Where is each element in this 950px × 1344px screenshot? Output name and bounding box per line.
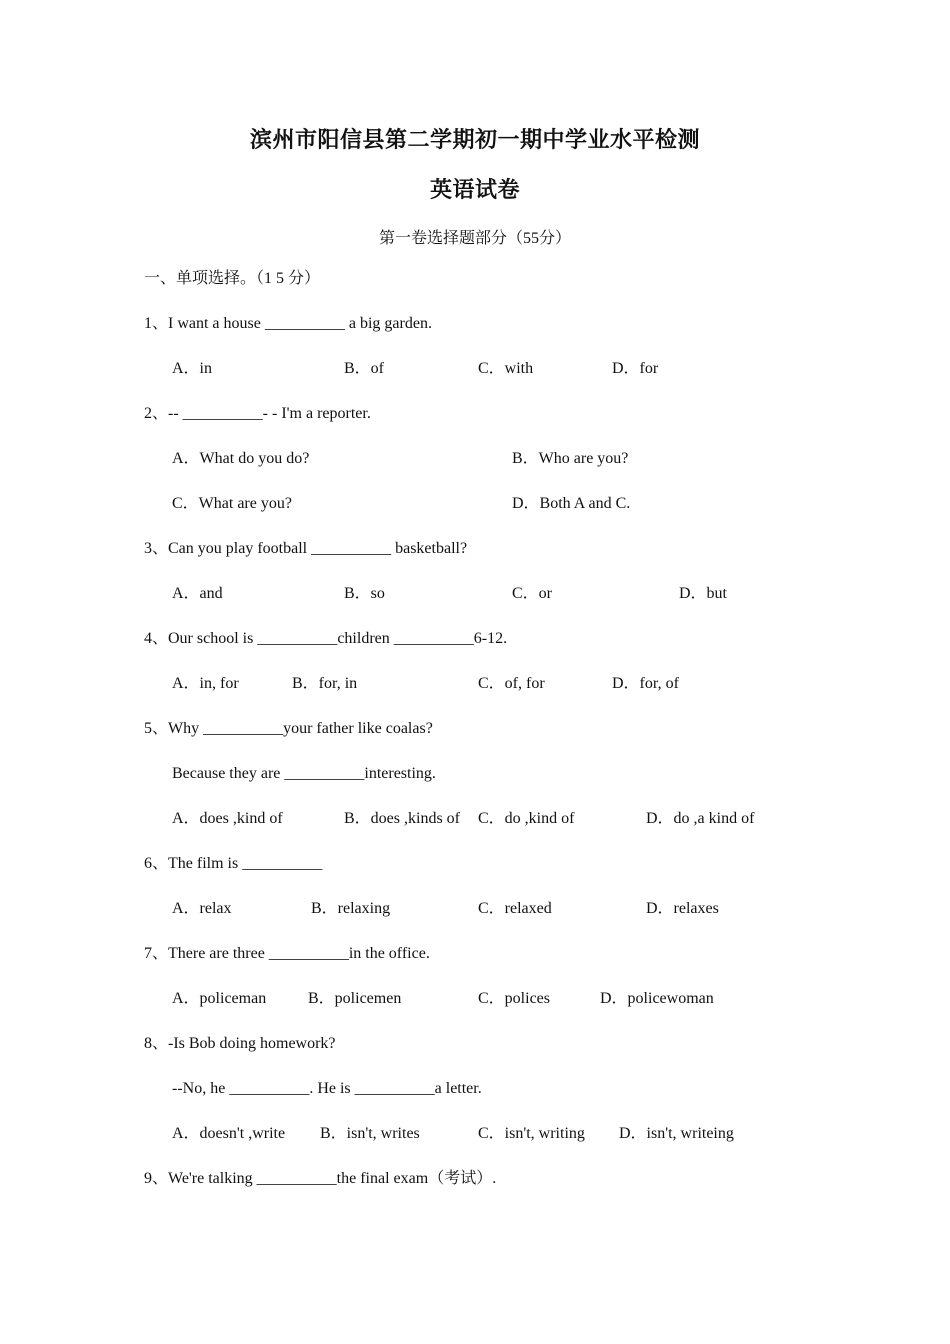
q7-option-a: A．policeman — [172, 990, 267, 1007]
question-2-stem: 2、-- __________- - I'm a reporter. — [144, 405, 371, 422]
exam-title: 滨州市阳信县第二学期初一期中学业水平检测 — [249, 127, 700, 152]
q7-option-b: B．policemen — [308, 990, 402, 1007]
q8-option-c: C．isn't, writing — [478, 1125, 585, 1142]
q7-option-d: D．policewoman — [600, 990, 714, 1007]
q2-option-a: A．What do you do? — [172, 450, 310, 467]
q3-option-a: A．and — [172, 585, 223, 602]
q1-option-a: A．in — [172, 360, 213, 377]
q3-option-d: D．but — [679, 585, 728, 602]
q4-option-d: D．for, of — [612, 675, 679, 692]
exam-subtitle: 英语试卷 — [429, 177, 520, 202]
question-4-stem: 4、Our school is __________children __________6-12. — [144, 630, 508, 647]
q1-option-b: B．of — [344, 360, 385, 377]
q2-option-b: B．Who are you? — [512, 450, 629, 467]
question-9-stem: 9、We're talking __________the final exam（考试）. — [144, 1170, 497, 1187]
q3-option-b: B．so — [344, 585, 385, 602]
q5-option-d: D．do ,a kind of — [646, 810, 755, 827]
question-8-stem: 8、-Is Bob doing homework? — [144, 1035, 336, 1052]
part-heading: 第一卷选择题部分（55分） — [378, 230, 571, 247]
q5-option-a: A．does ,kind of — [172, 810, 283, 827]
question-6-stem: 6、The film is __________ — [144, 855, 323, 872]
q6-option-d: D．relaxes — [646, 900, 719, 917]
q6-option-b: B．relaxing — [311, 900, 391, 917]
q7-option-c: C．polices — [478, 990, 550, 1007]
q6-option-c: C．relaxed — [478, 900, 552, 917]
q2-option-c: C．What are you? — [172, 495, 292, 512]
question-1-stem: 1、I want a house __________ a big garden. — [144, 315, 432, 332]
q1-option-d: D．for — [612, 360, 659, 377]
q5-option-c: C．do ,kind of — [478, 810, 575, 827]
q5-option-b: B．does ,kinds of — [344, 810, 461, 827]
q8-option-b: B．isn't, writes — [320, 1125, 420, 1142]
q8-option-a: A．doesn't ,write — [172, 1125, 286, 1142]
question-3-stem: 3、Can you play football __________ basketball? — [144, 540, 468, 557]
question-5-sub: Because they are __________interesting. — [172, 765, 436, 782]
question-7-stem: 7、There are three __________in the office. — [144, 945, 430, 962]
q1-option-c: C．with — [478, 360, 534, 377]
section-heading: 一、单项选择。（1 5 分） — [144, 270, 321, 287]
q4-option-a: A．in, for — [172, 675, 239, 692]
q3-option-c: C．or — [512, 585, 553, 602]
q8-option-d: D．isn't, writeing — [619, 1125, 734, 1142]
question-5-stem: 5、Why __________your father like coalas? — [144, 720, 433, 737]
q6-option-a: A．relax — [172, 900, 232, 917]
question-8-sub: --No, he __________. He is __________a letter. — [172, 1080, 482, 1097]
q4-option-b: B．for, in — [292, 675, 358, 692]
q4-option-c: C．of, for — [478, 675, 545, 692]
q2-option-d: D．Both A and C. — [512, 495, 631, 512]
